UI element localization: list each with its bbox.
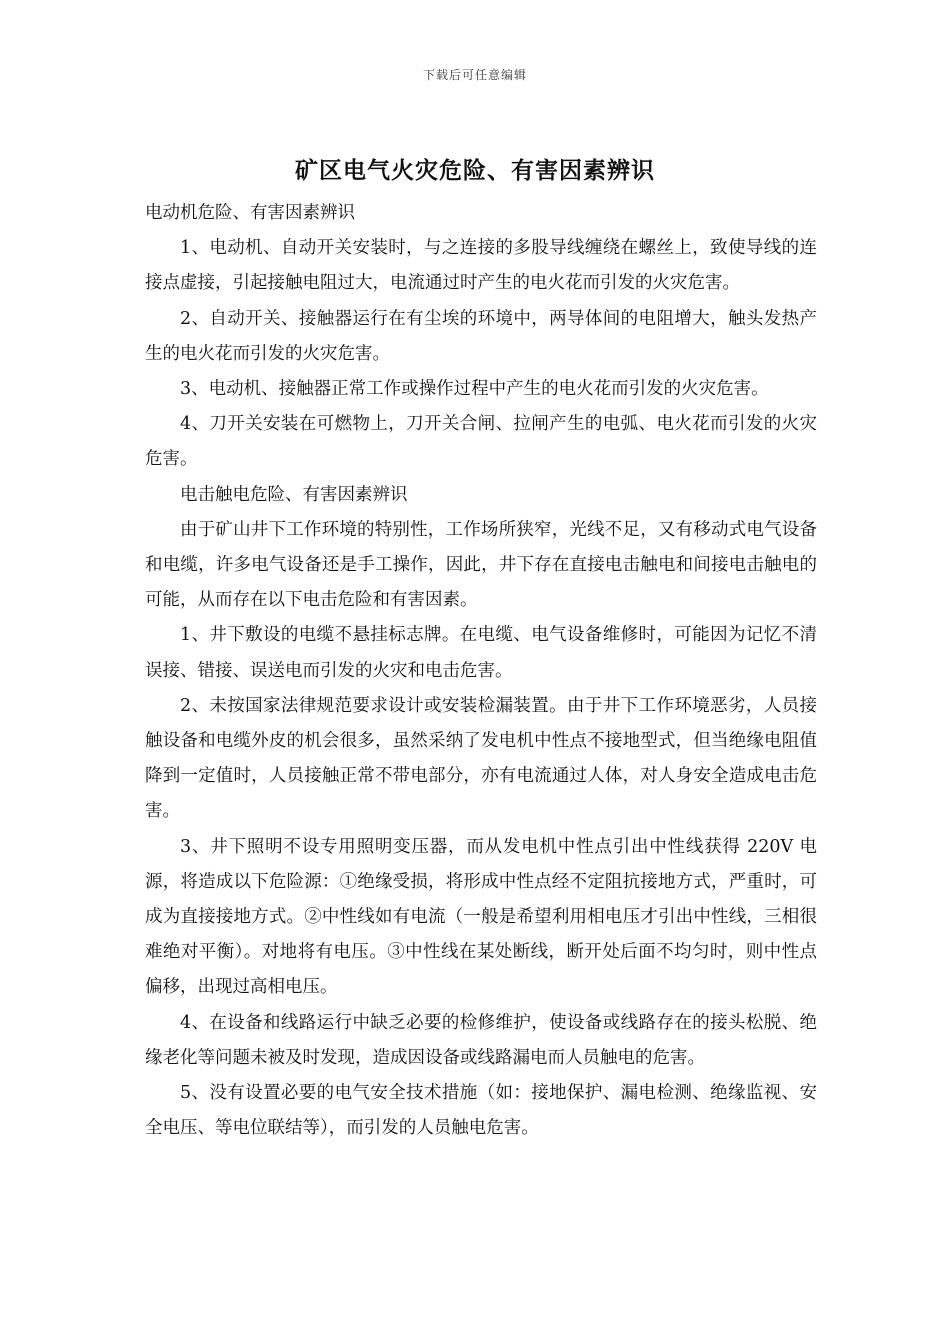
paragraph-shock-intro: 由于矿山井下工作环境的特别性，工作场所狭窄，光线不足，又有移动式电气设备和电缆，许多电气设备还是手工操作，因此，井下存在直接电击触电和间接电击触电的可能，从而存在以下电击危险和有害因素。 [145,519,817,611]
paragraph-shock-1: 1、井下敷设的电缆不悬挂标志牌。在电缆、电气设备维修时，可能因为记忆不清误接、错接、误送电而引发的火灾和电击危害。 [145,625,817,681]
section-heading-electric-shock: 电击触电危险、有害因素辨识 [180,484,408,505]
paragraph-motor-3: 3、电动机、接触器正常工作或操作过程中产生的电火花而引发的火灾危害。 [180,379,769,400]
paragraph-motor-4: 4、刀开关安装在可燃物上，刀开关合闸、拉闸产生的电弧、电火花而引发的火灾危害。 [145,414,817,470]
paragraph-shock-5: 5、没有设置必要的电气安全技术措施（如：接地保护、漏电检测、绝缘监视、安全电压、等电位联结等），而引发的人员触电危害。 [145,1083,817,1139]
paragraph-motor-1: 1、电动机、自动开关安装时，与之连接的多股导线缠绕在螺丝上，致使导线的连接点虚接，引起接触电阻过大，电流通过时产生的电火花而引发的火灾危害。 [145,238,817,294]
document-body [145,196,817,1146]
paragraph-shock-2: 2、未按国家法律规范要求设计或安装检漏装置。由于井下工作环境恶劣，人员接触设备和电缆外皮的机会很多，虽然采纳了发电机中性点不接地型式，但当绝缘电阻值降到一定值时，人员接触正常不带电部分，亦有电流通过人体，对人身安全造成电击危害。 [145,695,817,822]
paragraph-shock-3: 3、井下照明不设专用照明变压器，而从发电机中性点引出中性线获得 220V 电源，将造成以下危险源：①绝缘受损，将形成中性点经不定阻抗接地方式，严重时，可成为直接接地方式。②中性线如有电流（一般是希望利用相电压才引出中性线，三相很难绝对平衡）。对地将有电压。③中性线在某处断线，断开处后面不均匀时，则中性点偏移，出现过高相电压。 [145,836,817,998]
paragraph-motor-2: 2、自动开关、接触器运行在有尘埃的环境中，两导体间的电阻增大，触头发热产生的电火花而引发的火灾危害。 [145,308,817,364]
document-title: 矿区电气火灾危险、有害因素辨识 [295,157,655,184]
section-heading-motor: 电动机危险、有害因素辨识 [145,203,355,223]
header-note: 下载后可任意编辑 [422,68,527,82]
paragraph-shock-4: 4、在设备和线路运行中缺乏必要的检修维护，使设备或线路存在的接头松脱、绝缘老化等问题未被及时发现，造成因设备或线路漏电而人员触电的危害。 [145,1012,817,1068]
